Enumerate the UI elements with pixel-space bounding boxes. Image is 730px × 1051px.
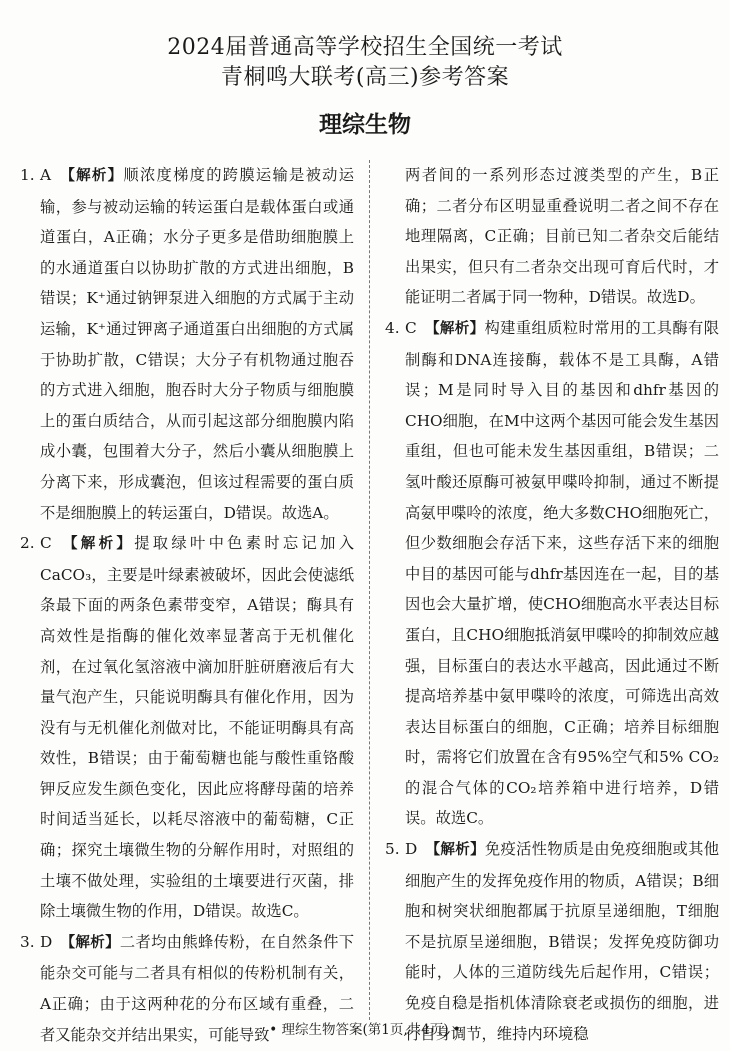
analysis-text: 顺浓度梯度的跨膜运输是被动运输，参与被动运输的转运蛋白是载体蛋白或通道蛋白，A正确；水分子更多是借助细胞膜上的水通道蛋白以协助扩散的方式进出细胞，B错误；K⁺通过钠钾泵进入细胞的方式属于主动运输，K⁺通过钾离子通道蛋白出细胞的方式属于协助扩散，C错误；大分子有机物通过胞吞的方式进入细胞，胞吞时大分子物质与细胞膜上的蛋白质结合，从而引起这部分细胞膜内陷成小囊，包围着大分子，然后小囊从细胞膜上分离下来，形成囊泡，但该过程需要的蛋白质不是细胞膜上的转运蛋白，D错误。故选A。 bbox=[40, 166, 354, 522]
column-divider bbox=[369, 160, 370, 1020]
analysis-tag: 【解析】 bbox=[59, 536, 135, 553]
analysis-tag: 【解析】 bbox=[60, 934, 120, 951]
subject-title: 理综生物 bbox=[319, 112, 411, 138]
question-number: 4. bbox=[385, 318, 400, 337]
page-footer: • 理综生物答案(第1页,共4页) • bbox=[269, 1022, 461, 1038]
analysis-text: 构建重组质粒时常用的工具酶有限制酶和DNA连接酶，载体不是工具酶，A错误；M是同时导入目的基因和dhfr基因的CHO细胞，在M中这两个基因可能会发生基因重组，但也可能未发生基因重组，B错误；二氢叶酸还原酶可被氨甲喋呤抑制，通过不断提高氨甲喋呤的浓度，绝大多数CHO细胞死亡，但少数细胞会存活下来，这些存活下来的细胞中目的基因可能与dhfr基因连在一起，目的基因也会大量扩增，使CHO细胞高水平表达目标蛋白，且CHO细胞抵消氨甲喋呤的抑制效应越强，目标蛋白的表达水平越高，因此通过不断提高培养基中氨甲喋呤的浓度，可筛选出高效表达目标蛋白的细胞，C正确；培养目标细胞时，需将它们放置在含有95%空气和5% CO₂的混合气体的CO₂培养箱中进行培养，D错误。故选C。 bbox=[405, 318, 719, 828]
question-4 bbox=[385, 313, 719, 834]
analysis-text: 二者均由熊蜂传粉，在自然条件下能杂交可能与二者具有相似的传粉机制有关，A正确；由于这两种花的分布区域有重叠，二者又能杂交并结出果实，可能导致 bbox=[40, 932, 354, 1044]
answer-letter: D bbox=[40, 932, 53, 951]
question-1 bbox=[20, 160, 354, 528]
question-number: 1. bbox=[20, 166, 35, 184]
left-column bbox=[20, 160, 354, 1050]
question-number: 2. bbox=[20, 534, 35, 553]
answer-letter: C bbox=[405, 318, 417, 337]
question-number: 5. bbox=[385, 840, 400, 859]
right-column bbox=[385, 160, 719, 1049]
analysis-tag: 【解析】 bbox=[59, 168, 124, 184]
answer-letter: C bbox=[40, 534, 52, 553]
analysis-text: 免疫活性物质是由免疫细胞或其他细胞产生的发挥免疫作用的物质，A错误；B细胞和树突状细胞都属于抗原呈递细胞，T细胞不是抗原呈递细胞，B错误；发挥免疫防御功能时，人体的三道防线先后起作用，C错误；免疫自稳是指机体清除衰老或损伤的细胞，进行自身调节，维持内环境稳 bbox=[405, 840, 719, 1043]
analysis-tag: 【解析】 bbox=[425, 842, 485, 859]
question-5 bbox=[385, 834, 719, 1049]
question-3-continued bbox=[385, 160, 719, 313]
analysis-tag: 【解析】 bbox=[424, 320, 485, 337]
question-number: 3. bbox=[20, 932, 35, 951]
answer-letter: A bbox=[40, 166, 52, 184]
exam-subtitle: 青桐鸣大联考(高三)参考答案 bbox=[220, 65, 510, 90]
analysis-text: 两者间的一系列形态过渡类型的产生，B正确；二者分布区明显重叠说明二者之间不存在地理隔离，C正确；目前已知二者杂交后能结出果实，但只有二者杂交出现可育后代时，才能证明二者属于同一物种，D错误。故选D。 bbox=[405, 166, 719, 307]
question-2 bbox=[20, 528, 354, 927]
answer-letter: D bbox=[405, 840, 418, 859]
exam-title: 2024届普通高等学校招生全国统一考试 bbox=[167, 35, 563, 60]
analysis-text: 提取绿叶中色素时忘记加入CaCO₃，主要是叶绿素被破坏，因此会使滤纸条最下面的两条色素带变窄，A错误；酶具有高效性是指酶的催化效率显著高于无机催化剂，在过氧化氢溶液中滴加肝脏研磨液后有大量气泡产生，只能说明酶具有催化作用，因为没有与无机催化剂做对比，不能证明酶具有高效性，B错误；由于葡萄糖也能与酸性重铬酸钾反应发生颜色变化，因此应将酵母菌的培养时间适当延长，以耗尽溶液中的葡萄糖，C正确；探究土壤微生物的分解作用时，对照组的土壤不做处理，实验组的土壤要进行灭菌，排除土壤微生物的作用，D错误。故选C。 bbox=[40, 534, 354, 921]
